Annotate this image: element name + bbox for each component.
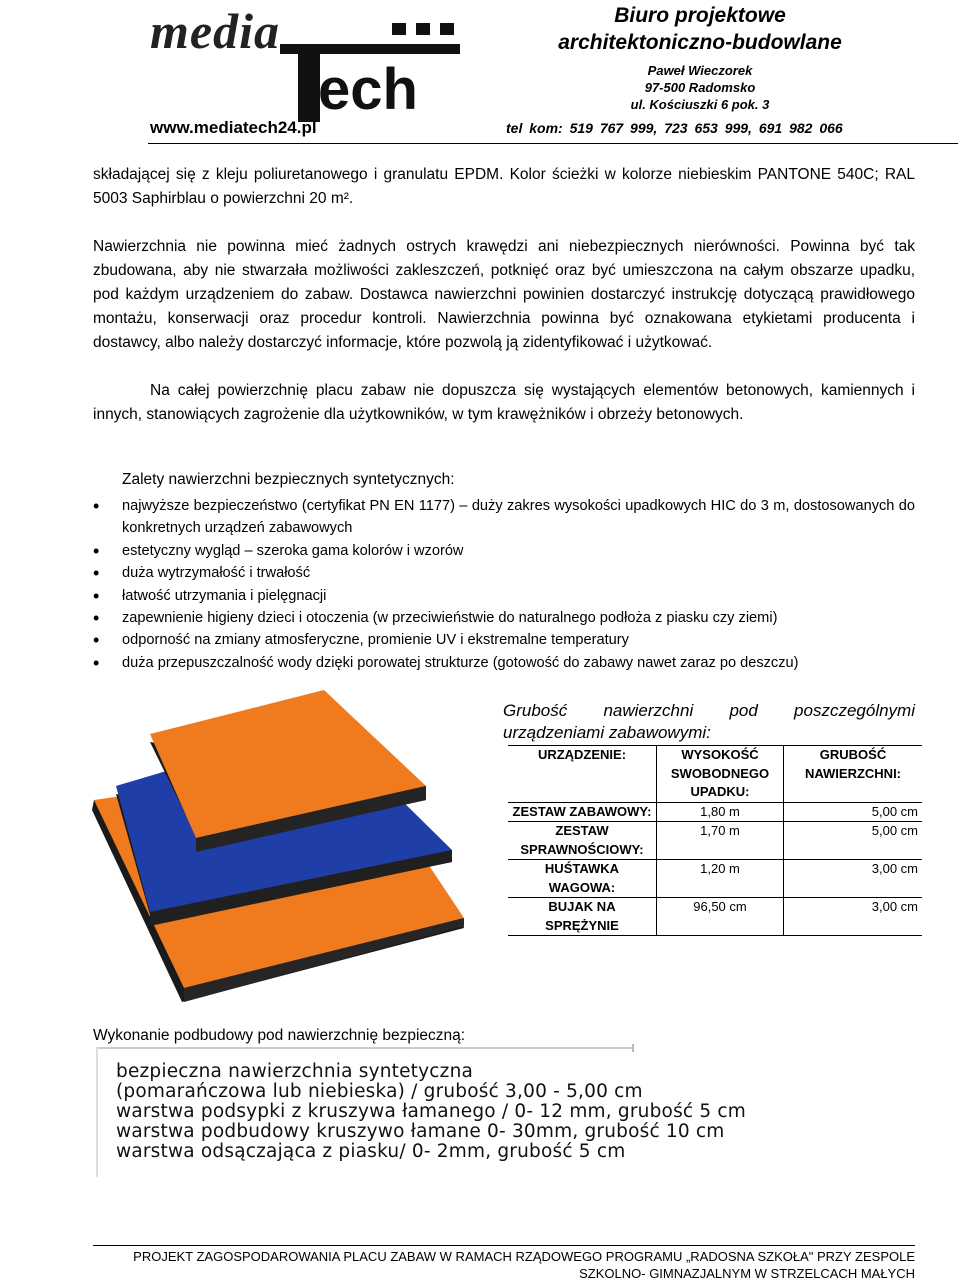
layer-line: warstwa podbudowy kruszywo łamane 0- 30mm, grubość 10 cm — [116, 1121, 725, 1142]
device-cell: ZESTAW SPRAWNOŚCIOWY: — [508, 822, 657, 860]
table-row — [508, 802, 922, 822]
layers-frame-tick — [632, 1044, 634, 1052]
layers-frame-line — [96, 1047, 98, 1177]
column-header: WYSOKOŚĆ SWOBODNEGO UPADKU: — [657, 746, 784, 803]
street-address: ul. Kościuszki 6 pok. 3 — [630, 97, 770, 112]
logo-tech-text: ech — [318, 57, 418, 122]
footer — [93, 1248, 915, 1282]
thickness-table — [508, 745, 922, 936]
layers-diagram — [116, 1062, 756, 1162]
table-row — [508, 860, 922, 898]
list-item: • estetyczny wygląd – szeroka gama kolorów i wzorów — [93, 540, 915, 562]
layer-line: warstwa podsypki z kruszywa łamanego / 0- 12 mm, grubość 5 cm — [116, 1101, 746, 1122]
logo-media-text: media — [150, 3, 280, 59]
layer-line: (pomarańczowa lub niebieska) / grubość 3,00 - 5,00 cm — [116, 1081, 643, 1102]
firm-title — [490, 2, 910, 56]
layers-frame-line — [96, 1047, 634, 1049]
site-url[interactable]: www.mediatech24.pl — [150, 118, 317, 137]
list-item: • łatwość utrzymania i pielęgnacji — [93, 585, 915, 607]
table-header-row — [508, 746, 922, 803]
logo-t-stem — [298, 44, 320, 122]
paragraph-concrete: Na całej powierzchnię placu zabaw nie dopuszcza się wystających elementów betonowych, kamiennych i innych, stanowiących zagrożenie dla użytkowników, w tym krawężników i obrzeży betonowych. — [93, 382, 915, 423]
height-cell: 1,20 m — [657, 860, 784, 898]
table-row — [508, 898, 922, 936]
footer-line: SZKOLNO- GIMNAZJALNYM W STRZELCACH MAŁYCH — [579, 1266, 915, 1281]
postal-code: 97-500 Radomsko — [644, 80, 756, 95]
list-item: • duża przepuszczalność wody dzięki porowatej strukturze (gotowość do zabawy nawet zaraz po deszczu) — [93, 652, 915, 674]
thickness-cell: 3,00 cm — [784, 860, 923, 898]
list-item: • duża wytrzymałość i trwałość — [93, 562, 915, 584]
paragraph-requirements: Nawierzchnia nie powinna mieć żadnych ostrych krawędzi ani niebezpiecznych nierówności. Powinna być tak zbudowana, aby nie stwarzała możliwości zakleszczeń, potknięć oraz być umieszczona na całym obszarze upadku, pod każdym urządzeniem do zabaw. Dostawca nawierzchni powinien dostarczyć instrukcję dotyczącą prawidłowego montażu, konserwacji oraz procedur kontroli. Nawierzchnia powinna być oznakowana etykietami producenta i dostawcy, albo należy dostarczyć informacje, które pozwolą ją zidentyfikować i użytkować. — [93, 238, 915, 351]
list-item: • najwyższe bezpieczeństwo (certyfikat PN EN 1177) – duży zakres wysokości upadkowych HIC do 3 m, dostosowanych do konkretnych urządzeń zabawowych — [93, 495, 915, 540]
footer-divider — [93, 1245, 915, 1246]
owner-name: Paweł Wieczorek — [647, 63, 753, 78]
advantages-list — [93, 495, 915, 674]
height-cell: 1,70 m — [657, 822, 784, 860]
footer-line: PROJEKT ZAGOSPODAROWANIA PLACU ZABAW W RAMACH RZĄDOWEGO PROGRAMU „RADOSNA SZKOŁA" PRZY ZESPOLE — [133, 1249, 915, 1264]
thickness-cell: 5,00 cm — [784, 802, 923, 822]
list-item: • odporność na zmiany atmosferyczne, promienie UV i ekstremalne temperatury — [93, 629, 915, 651]
device-cell: BUJAK NA SPRĘŻYNIE — [508, 898, 657, 936]
table-row — [508, 822, 922, 860]
thickness-cell: 5,00 cm — [784, 822, 923, 860]
header-divider — [148, 143, 958, 144]
firm-title-line2: architektoniczno-budowlane — [558, 31, 842, 54]
list-item: • zapewnienie higieny dzieci i otoczenia (w przeciwieństwie do naturalnego podłoża z piasku czy ziemi) — [93, 607, 915, 629]
firm-title-line1: Biuro projektowe — [614, 4, 786, 27]
thickness-cell: 3,00 cm — [784, 898, 923, 936]
layers-heading: Wykonanie podbudowy pod nawierzchnię bezpieczną: — [93, 1027, 466, 1044]
layer-line: bezpieczna nawierzchnia syntetyczna — [116, 1061, 474, 1082]
column-header: GRUBOŚĆ NAWIERZCHNI: — [784, 746, 923, 803]
thickness-heading: Grubość nawierzchni pod poszczególnymi urządzeniami zabawowymi: — [503, 701, 915, 742]
firm-phone: tel kom: 519 767 999, 723 653 999, 691 982 066 — [506, 120, 843, 136]
layer-line: warstwa odsączająca z piasku/ 0- 2mm, grubość 5 cm — [116, 1141, 626, 1162]
height-cell: 1,80 m — [657, 802, 784, 822]
height-cell: 96,50 cm — [657, 898, 784, 936]
device-cell: HUŚTAWKA WAGOWA: — [508, 860, 657, 898]
rubber-tiles-image — [92, 690, 512, 1005]
device-cell: ZESTAW ZABAWOWY: — [508, 802, 657, 822]
logo-dots — [392, 22, 464, 40]
advantages-heading: Zalety nawierzchni bezpiecznych syntetycznych: — [122, 471, 455, 488]
paragraph-epdm: składającej się z kleju poliuretanowego i granulatu EPDM. Kolor ścieżki w kolorze niebieskim PANTONE 540C; RAL 5003 Saphirblau o powierzchni 20 m². — [93, 166, 915, 207]
column-header: URZĄDZENIE: — [508, 746, 657, 803]
firm-address — [560, 62, 840, 113]
